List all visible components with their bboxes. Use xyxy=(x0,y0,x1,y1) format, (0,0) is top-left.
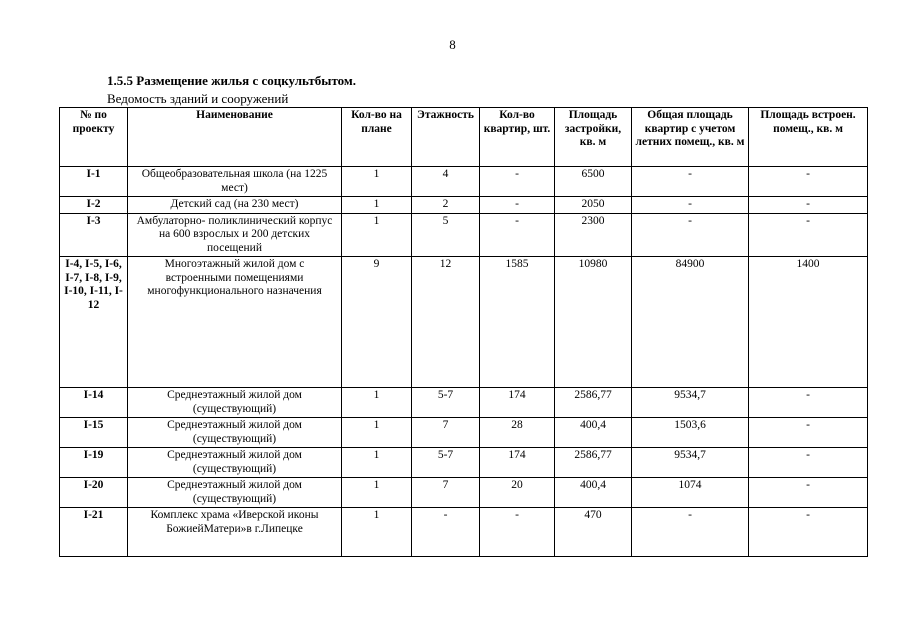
table-header-row xyxy=(60,108,868,167)
cell-count: 1 xyxy=(342,213,412,257)
column-header-name: Наименование xyxy=(128,108,342,167)
buildings-table xyxy=(59,107,868,557)
table-row xyxy=(60,508,868,557)
cell-name: Среднеэтажный жилой дом (существующий) xyxy=(128,448,342,478)
cell-built-area: 6500 xyxy=(555,167,632,197)
cell-built-area: 400,4 xyxy=(555,478,632,508)
cell-count: 1 xyxy=(342,478,412,508)
cell-number: I-19 xyxy=(60,448,128,478)
cell-apartments: - xyxy=(480,213,555,257)
cell-number: I-1 xyxy=(60,167,128,197)
column-header-apartments: Кол-во квартир, шт. xyxy=(480,108,555,167)
cell-floors: 7 xyxy=(412,418,480,448)
cell-builtin-area: 1400 xyxy=(749,257,868,388)
cell-builtin-area: - xyxy=(749,418,868,448)
table-row xyxy=(60,257,868,388)
cell-apartments: 174 xyxy=(480,388,555,418)
cell-name: Среднеэтажный жилой дом (существующий) xyxy=(128,478,342,508)
cell-built-area: 2300 xyxy=(555,213,632,257)
cell-apartments: 20 xyxy=(480,478,555,508)
table-row xyxy=(60,213,868,257)
cell-apartments: 174 xyxy=(480,448,555,478)
cell-floors: 5-7 xyxy=(412,448,480,478)
column-header-floors: Этажность xyxy=(412,108,480,167)
table-row xyxy=(60,167,868,197)
cell-builtin-area: - xyxy=(749,508,868,557)
cell-total-area: - xyxy=(632,213,749,257)
cell-total-area: 9534,7 xyxy=(632,388,749,418)
cell-count: 1 xyxy=(342,167,412,197)
cell-number: I-3 xyxy=(60,213,128,257)
cell-name: Общеобразовательная школа (на 1225 мест) xyxy=(128,167,342,197)
cell-count: 1 xyxy=(342,508,412,557)
cell-number: I-14 xyxy=(60,388,128,418)
cell-floors: 5-7 xyxy=(412,388,480,418)
cell-name: Среднеэтажный жилой дом (существующий) xyxy=(128,418,342,448)
table-row xyxy=(60,418,868,448)
cell-builtin-area: - xyxy=(749,213,868,257)
cell-floors: 4 xyxy=(412,167,480,197)
cell-apartments: 28 xyxy=(480,418,555,448)
cell-builtin-area: - xyxy=(749,388,868,418)
column-header-number: № по проекту xyxy=(60,108,128,167)
cell-total-area: - xyxy=(632,508,749,557)
cell-builtin-area: - xyxy=(749,448,868,478)
cell-total-area: 9534,7 xyxy=(632,448,749,478)
cell-count: 1 xyxy=(342,388,412,418)
table-row xyxy=(60,478,868,508)
column-header-builtin-area: Площадь встроен. помещ., кв. м xyxy=(749,108,868,167)
table-row xyxy=(60,197,868,214)
cell-apartments: - xyxy=(480,508,555,557)
cell-floors: 7 xyxy=(412,478,480,508)
cell-apartments: 1585 xyxy=(480,257,555,388)
column-header-count: Кол-во на плане xyxy=(342,108,412,167)
cell-total-area: 84900 xyxy=(632,257,749,388)
cell-built-area: 2586,77 xyxy=(555,448,632,478)
cell-builtin-area: - xyxy=(749,197,868,214)
cell-count: 1 xyxy=(342,448,412,478)
cell-count: 1 xyxy=(342,418,412,448)
cell-name: Комплекс храма «Иверской иконы БожиейМатери»в г.Липецке xyxy=(128,508,342,557)
cell-name: Среднеэтажный жилой дом (существующий) xyxy=(128,388,342,418)
cell-built-area: 10980 xyxy=(555,257,632,388)
cell-count: 1 xyxy=(342,197,412,214)
cell-total-area: - xyxy=(632,197,749,214)
cell-floors: 5 xyxy=(412,213,480,257)
cell-floors: - xyxy=(412,508,480,557)
cell-number: I-4, I-5, I-6, I-7, I-8, I-9, I-10, I-11, I-12 xyxy=(60,257,128,388)
cell-built-area: 400,4 xyxy=(555,418,632,448)
cell-total-area: 1503,6 xyxy=(632,418,749,448)
cell-built-area: 2586,77 xyxy=(555,388,632,418)
section-title: 1.5.5 Размещение жилья с соцкультбытом. xyxy=(107,73,357,88)
cell-total-area: - xyxy=(632,167,749,197)
page-number: 8 xyxy=(449,37,456,52)
column-header-total-area: Общая площадь квартир с учетом летних помещ., кв. м xyxy=(632,108,749,167)
cell-number: I-2 xyxy=(60,197,128,214)
cell-builtin-area: - xyxy=(749,167,868,197)
cell-name: Амбулаторно- поликлинический корпус на 600 взрослых и 200 детских посещений xyxy=(128,213,342,257)
cell-builtin-area: - xyxy=(749,478,868,508)
cell-floors: 12 xyxy=(412,257,480,388)
cell-number: I-21 xyxy=(60,508,128,557)
cell-built-area: 470 xyxy=(555,508,632,557)
cell-name: Многоэтажный жилой дом с встроенными помещениями многофункционального назначения xyxy=(128,257,342,388)
cell-number: I-20 xyxy=(60,478,128,508)
cell-count: 9 xyxy=(342,257,412,388)
column-header-built-area: Площадь застройки, кв. м xyxy=(555,108,632,167)
cell-total-area: 1074 xyxy=(632,478,749,508)
table-row xyxy=(60,388,868,418)
table-row xyxy=(60,448,868,478)
cell-apartments: - xyxy=(480,197,555,214)
cell-number: I-15 xyxy=(60,418,128,448)
cell-apartments: - xyxy=(480,167,555,197)
cell-floors: 2 xyxy=(412,197,480,214)
table-caption: Ведомость зданий и сооружений xyxy=(107,91,289,106)
cell-built-area: 2050 xyxy=(555,197,632,214)
cell-name: Детский сад (на 230 мест) xyxy=(128,197,342,214)
